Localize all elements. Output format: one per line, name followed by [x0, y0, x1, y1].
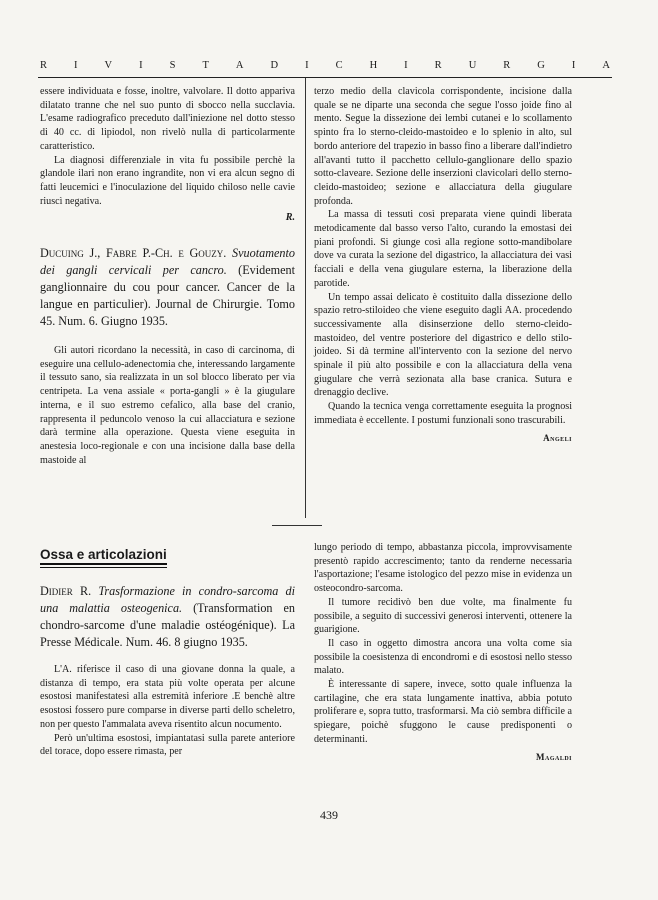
paragraph: La diagnosi differenziale in vita fu possibile perchè la glandole ilari non erano ingrandite, non vi era alcun segno di fatti leucemici e l'inoculazione del liquido chiloso nelle cavie riuscì negativa. — [40, 154, 295, 207]
biblio-title: Trasformazione in condro-sarcoma di una malattia osteogenica. — [40, 584, 295, 615]
paragraph: Gli autori ricordano la necessità, in caso di carcinoma, di eseguire una cellulo-adenectomia che, interessando largamente il tessuto sano, sia realizzata in un sol blocco liberato per via centripeta. La vena assiale « porta-gangli » è la giugulare interna, e il suo estremo cefalico, alla base del cranio, rappresenta il peduncolo venoso la cui allacciatura e sezione darà termine alla operazione. Questa viene eseguita in anestesia loco-regionale e con una incisione dalla base della mastoide al — [40, 345, 295, 466]
header-letter: S — [169, 60, 176, 71]
header-letter: V — [104, 60, 113, 71]
paragraph: La massa di tessuti così preparata viene quindi liberata metodicamente dal basso verso l'alto, curando la emostasi dei piani profondi. Si giunge così alla regione sotto-mandibolare dove va curata la sezione del digastrico, la allacciatura dei vasi facciali e della vena giugulare esterna, la liberazione della parotide. — [314, 209, 572, 289]
paragraph: È interessante di sapere, invece, sotto quale influenza la cartilagine, che era stata lungamente inattiva, abbia potuto proliferare e, sopra tutto, trasformarsi. Ma ciò sembra difficile a spiegare, poichè sfuggono le cause predisponenti o determinanti. — [314, 679, 572, 745]
left-column-top — [40, 85, 295, 467]
signature: R. — [285, 212, 295, 224]
paragraph: Però un'ultima esostosi, impiantatasi sulla parete anteriore del torace, dopo essere rimasta, per — [40, 732, 295, 758]
right-column-bottom — [314, 541, 572, 764]
header-letter: I — [571, 60, 576, 71]
header-letter: A — [602, 60, 610, 71]
section-title: Ossa e articolazioni — [40, 547, 167, 565]
header-letter: A — [235, 60, 244, 71]
header-letter: I — [404, 60, 408, 71]
header-letter: D — [270, 60, 279, 71]
paragraph: terzo medio della clavicola corrispondente, incisione dalla quale se ne diparte una seconda che segue l'osso joide fino al mento. Segue la dissezione dei lembi cutanei e lo scollamento spinto fra lo sterno-cleido-mastoideo e lo splenio in alto, sul bordo anteriore del trapezio in basso fino a liberare dall'indietro all'avanti tutto il pacchetto cellulo-ganglionare dello spazio sotto-claveare. Sezione delle inserzioni clavicolari dello sterno-cleido-mastoideo; sezione e allacciatura della giugulare profonda. — [314, 86, 572, 207]
left-column-bottom — [40, 583, 295, 759]
header-letter: R — [503, 60, 511, 71]
header-letter: I — [74, 60, 78, 71]
signature: Angeli — [543, 432, 572, 443]
running-header — [40, 60, 610, 71]
paragraph: Un tempo assai delicato è costituito dalla dissezione dello spazio retro-stiloideo che viene eseguito dagli AA. procedendo successivamente alla disinserzione dello sterno-cleido-mastoideo, del ventre posteriore del digastrico e dello stilo-joideo. Si dà termine all'intervento con la sezione del nervo spinale il più alto possibile e con la allacciatura della vena giugulare che verrà sezionata alla base cranica. Sutura e drenaggio declive. — [314, 291, 572, 399]
paragraph: Quando la tecnica venga correttamente eseguita la prognosi immediata è eccellente. I postumi funzionali sono trascurabili. — [314, 401, 572, 426]
right-column-top — [314, 85, 572, 445]
column-divider — [305, 78, 306, 518]
biblio-authors: Ducuing J., Fabre P.-Ch. e Gouzy. — [40, 246, 227, 261]
biblio-source: (Transformation en chondro-sarcome d'une maladie ostéogénique). La Presse Médicale. Num. 46. 8 giugno 1935. — [40, 601, 295, 649]
page-number: 439 — [320, 808, 338, 822]
header-letter: H — [369, 60, 378, 71]
paragraph: Il tumore recidivò ben due volte, ma finalmente fu possibile, a seguito di successivi generosi interventi, ottenere la guarigione. — [314, 596, 572, 636]
header-letter: T — [202, 60, 209, 71]
header-letter: R — [40, 60, 48, 71]
header-letter: I — [139, 60, 143, 71]
header-letter: I — [305, 60, 309, 71]
paragraph: L'A. riferisce il caso di una giovane donna la quale, a distanza di tempo, era stata più volte operata per alcune esostosi manifestatesi alla estremità inferiore .E benchè altre esostosi fossero pure comparse in diverse parti dello scheletro, non per questo l'ammalata aveva risentito alcun nocumento. — [40, 664, 295, 730]
biblio-source: (Evidement ganglionnaire du cou pour cancer. Cancer de la langue en particulier). Journal de Chirurgie. Tomo 45. Num. 6. Giugno 1935. — [40, 263, 295, 329]
biblio-authors: Didier R. — [40, 584, 92, 598]
paragraph: essere individuata e fosse, inoltre, valvolare. Il dotto appariva dilatato tranne che nel suo punto di sbocco nella succlavia. L'esame radiografico preceduto dall'iniezione nel dotto stesso di 40 cc. di lipiodol, non rivelò nulla di particolarmente caratteristico. — [40, 86, 295, 152]
section-break-rule — [272, 525, 322, 526]
biblio-title: Svuotamento dei gangli cervicali per cancro. — [40, 246, 296, 278]
signature: Magaldi — [536, 751, 572, 762]
paragraph: Il caso in oggetto dimostra ancora una volta come sia possibile la coesistenza di encondromi e di esostosi nello stesso malato. — [314, 637, 572, 677]
header-letter: G — [537, 60, 545, 71]
bibliographic-entry — [40, 245, 295, 330]
paragraph: lungo periodo di tempo, abbastanza piccola, improvvisamente presentò rapido accrescimento; tanto da renderne necessaria l'asportazione; l'esame istologico del pezzo mise in evidenza un osteocondro-sarcoma. — [314, 542, 572, 595]
header-letter: U — [468, 60, 477, 71]
header-letter: R — [434, 60, 442, 71]
header-letter: C — [335, 60, 343, 71]
bibliographic-entry — [40, 583, 295, 651]
header-rule — [38, 77, 612, 78]
